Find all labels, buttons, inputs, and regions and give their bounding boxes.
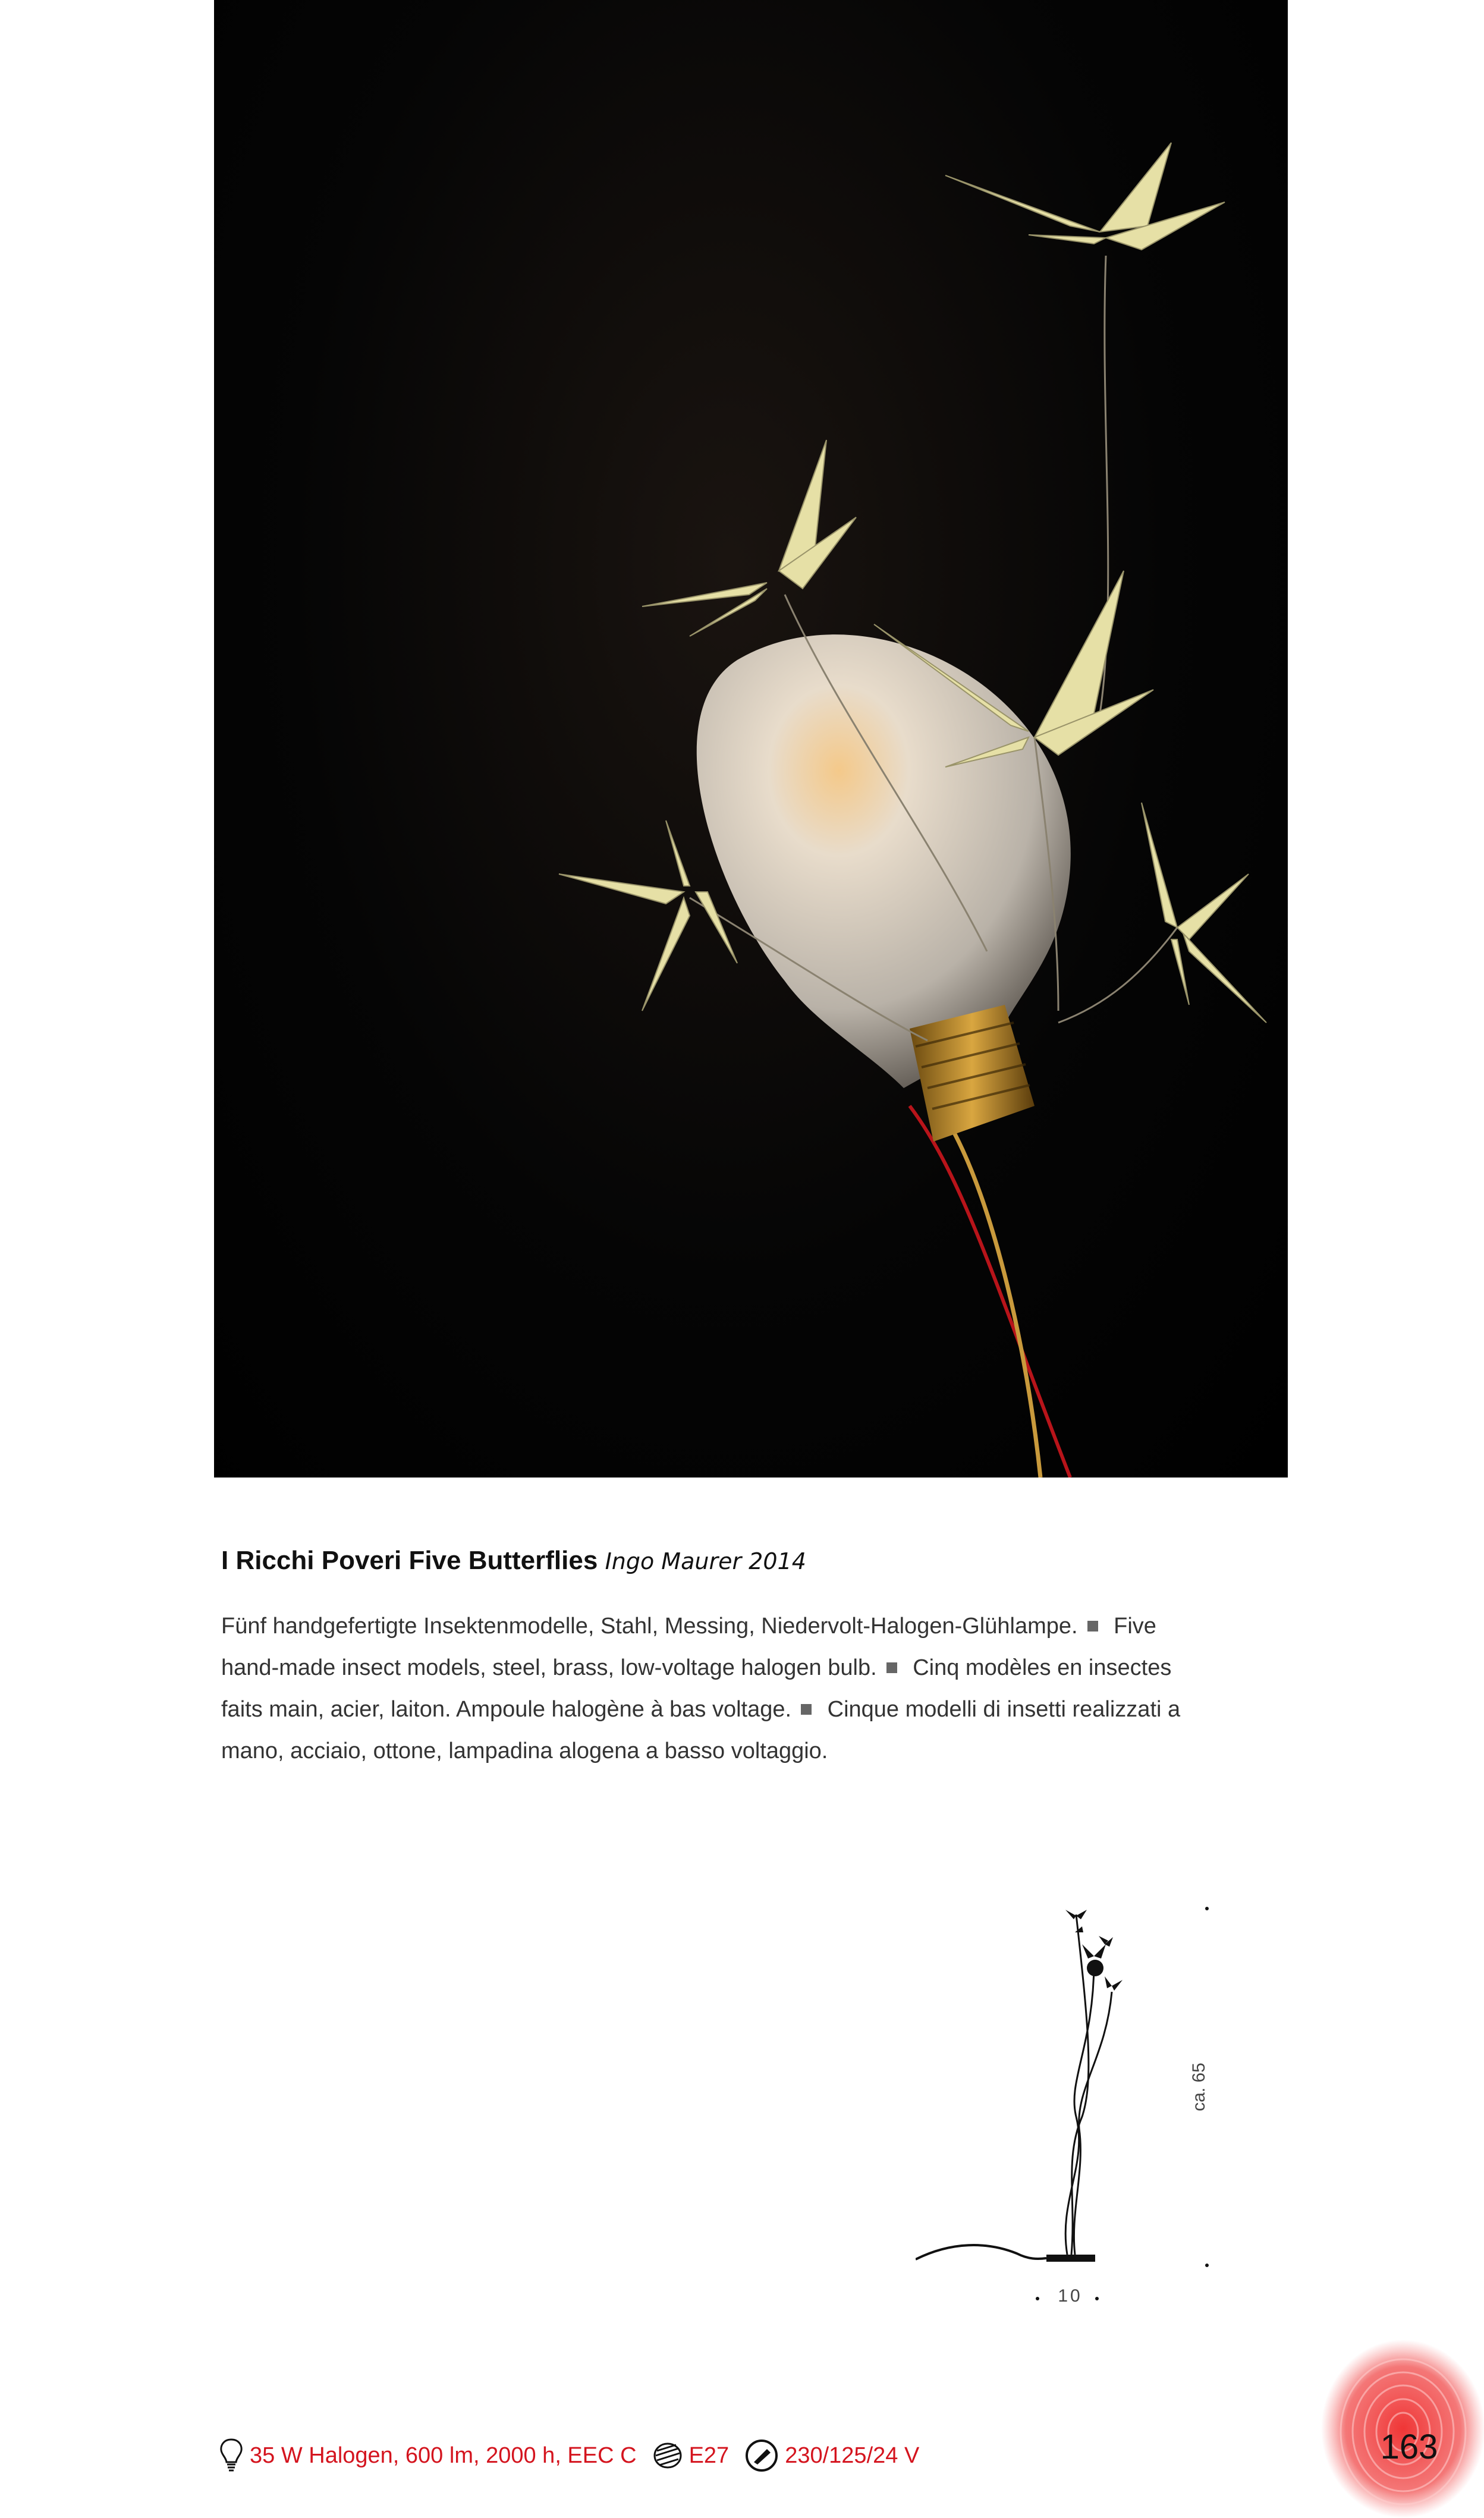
bulb-icon [219, 2437, 244, 2474]
product-description [221, 1605, 1208, 1772]
separator-square-icon [1087, 1621, 1098, 1631]
dimension-width: 10 [1058, 2286, 1083, 2306]
description-en: Five hand-made insect models, steel, brass, low-voltage halogen bulb. [221, 1614, 1156, 1680]
product-name: I Ricchi Poveri Five Butterflies [221, 1546, 598, 1575]
spec-socket: E27 [688, 2442, 730, 2468]
transformer-icon [744, 2438, 779, 2473]
dimension-height: ca. 65 [1189, 2063, 1209, 2111]
product-photo [214, 0, 1288, 1478]
spec-lamp: 35 W Halogen, 600 lm, 2000 h, EEC C [250, 2442, 637, 2468]
description-fr: Cinq modèles en insectes faits main, acier, laiton. Ampoule halogène à bas voltage. [221, 1655, 1172, 1722]
product-designer: Ingo Maurer 2014 [605, 1548, 806, 1574]
product-title [221, 1546, 1291, 1576]
spec-voltage: 230/125/24 V [785, 2442, 920, 2468]
separator-square-icon [801, 1704, 812, 1715]
fingerprint-mark [1314, 2331, 1484, 2518]
dimension-drawing [916, 1891, 1225, 2331]
page-number: 163 [1380, 2428, 1438, 2466]
description-de: Fünf handgefertigte Insektenmodelle, Stahl, Messing, Niedervolt-Halogen-Glühlampe. [221, 1614, 1078, 1639]
description-it: Cinque modelli di insetti realizzati a mano, acciaio, ottone, lampadina alogena a basso voltaggio. [221, 1697, 1181, 1763]
specs-footer [219, 2435, 919, 2476]
separator-square-icon [886, 1662, 897, 1673]
socket-icon [652, 2440, 683, 2471]
